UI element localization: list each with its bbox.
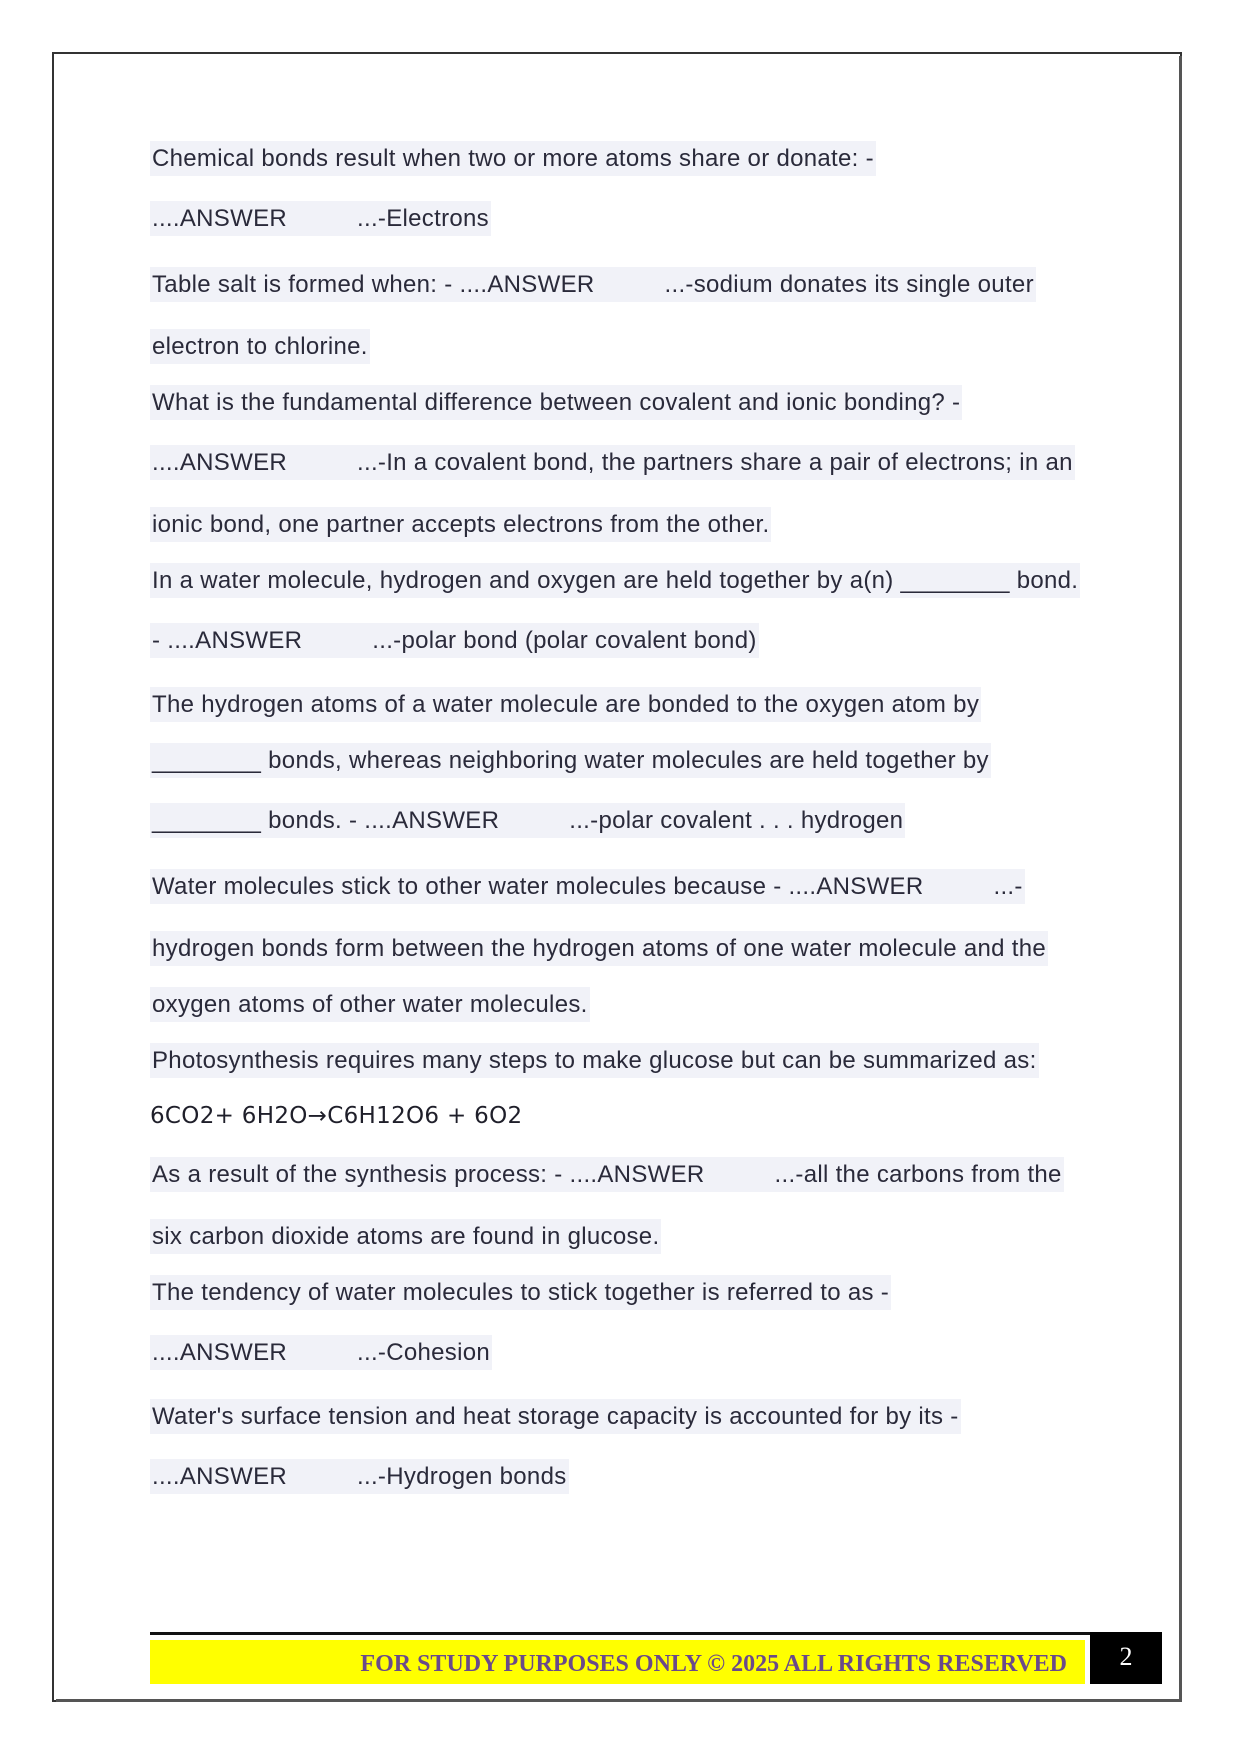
question-line: The tendency of water molecules to stick together is referred to as - [150,1279,891,1307]
answer-continuation: oxygen atoms of other water molecules. [150,991,590,1019]
footer-copyright: FOR STUDY PURPOSES ONLY © 2025 ALL RIGHTS RESERVED [150,1640,1085,1684]
answer-marker: ....ANSWER [152,205,288,232]
answer-continuation: electron to chlorine. [150,333,370,361]
answer-text: ...-sodium donates its single outer [664,271,1034,298]
answer-text: ...-Electrons [357,205,489,232]
question-line: The hydrogen atoms of a water molecule are bonded to the oxygen atom by [150,691,981,719]
footer-rule [150,1632,1140,1635]
question-line: Photosynthesis requires many steps to make glucose but can be summarized as: [150,1047,1039,1075]
answer-text: ...-polar covalent . . . hydrogen [569,807,904,834]
answer-text: ...- [993,873,1023,900]
question-line: ________ bonds, whereas neighboring water molecules are held together by [150,747,991,775]
answer-text: ...-Cohesion [357,1339,491,1366]
answer-marker: - ....ANSWER [152,627,303,654]
answer-line [150,1463,569,1491]
page-number: 2 [1090,1632,1162,1684]
answer-marker: ....ANSWER [152,449,288,476]
question-line: Water molecules stick to other water molecules because - ....ANSWER ...- [150,873,1025,901]
question-line: As a result of the synthesis process: - ....ANSWER ...-all the carbons from the [150,1161,1064,1189]
question-line: In a water molecule, hydrogen and oxygen are held together by a(n) ________ bond. [150,567,1080,595]
answer-text: ...-In a covalent bond, the partners share a pair of electrons; in an [357,449,1073,476]
answer-continuation: ionic bond, one partner accepts electrons from the other. [150,511,771,539]
answer-marker: ....ANSWER [152,1339,288,1366]
answer-line [150,1339,492,1367]
answer-marker: ....ANSWER [152,1463,288,1490]
question-line: What is the fundamental difference between covalent and ionic bonding? - [150,389,962,417]
answer-text: ...-polar bond (polar covalent bond) [372,627,757,654]
answer-line [150,627,759,655]
answer-line [150,449,1075,477]
chemical-formula: 6CO2+ 6H2O→C6H12O6 + 6O2 [150,1103,523,1129]
question-line: Water's surface tension and heat storage capacity is accounted for by its - [150,1403,961,1431]
answer-line [150,205,491,233]
answer-text: ...-Hydrogen bonds [357,1463,567,1490]
question-line: Chemical bonds result when two or more atoms share or donate: - [150,145,876,173]
question-line: Table salt is formed when: - ....ANSWER ...-sodium donates its single outer [150,271,1036,299]
answer-line: ________ bonds. - ....ANSWER ...-polar covalent . . . hydrogen [150,807,905,835]
answer-text: ...-all the carbons from the [774,1161,1062,1188]
answer-continuation: six carbon dioxide atoms are found in glucose. [150,1223,661,1251]
answer-continuation: hydrogen bonds form between the hydrogen atoms of one water molecule and the [150,935,1048,963]
